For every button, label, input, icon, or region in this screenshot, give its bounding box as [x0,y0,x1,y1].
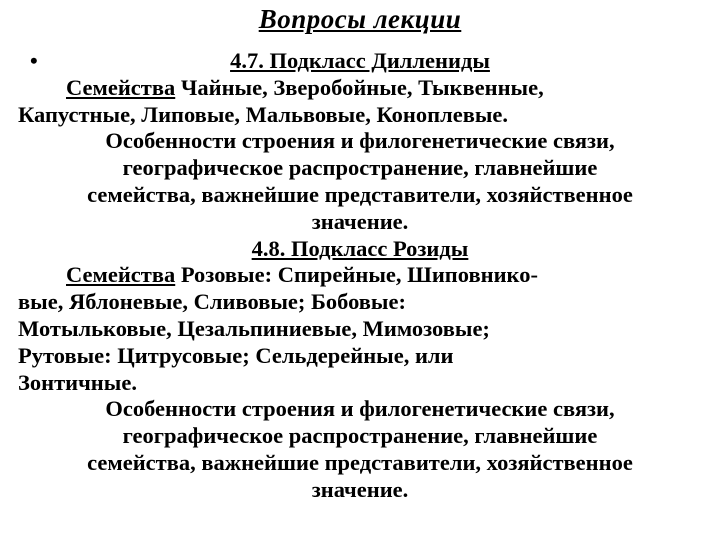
section-2-heading: 4.8. Подкласс Розиды [251,235,469,261]
bullet-marker: • [30,48,38,73]
section-1-families-label: Семейства [66,74,176,100]
section-2-features-3: семейства, важнейшие представители, хозяйственное [87,449,633,475]
section-1-heading: 4.7. Подкласс Диллениды [230,48,490,73]
section-2-families-text-2: вые, Яблоневые, Сливовые; Бобовые: [18,289,406,315]
section-1-families-line [18,75,702,102]
section-1-features-3: семейства, важнейшие представители, хозяйственное [87,181,633,207]
section-1-features-1: Особенности строения и филогенетические связи, [105,128,615,154]
section-1-families-text: Чайные, Зверобойные, Тыквенные, [175,74,544,100]
section-2-families-text-4: Рутовые: Цитрусовые; Сельдерейные, или [18,342,454,368]
section-1-heading-line [18,48,702,75]
section-1-families-text-2: Капустные, Липовые, Мальвовые, Коноплевые. [18,101,509,127]
section-2-heading-line [18,236,702,263]
section-2-features-4: значение. [311,476,409,502]
section-2-features-2: географическое распространение, главнейшие [122,423,598,449]
section-2-families-label: Семейства [66,262,176,288]
section-2-families-text: Розовые: Спирейные, Шиповнико- [175,262,538,288]
section-1-features-2: географическое распространение, главнейшие [122,155,598,181]
slide-title: Вопросы лекции [258,4,462,34]
section-1-features-4: значение. [311,208,409,234]
section-2-features-1: Особенности строения и филогенетические связи, [105,396,615,422]
slide-body [18,48,702,504]
section-2-families-line [18,262,702,289]
section-2-families-text-3: Мотыльковые, Цезальпиниевые, Мимозовые; [18,315,490,341]
section-2-families-text-5: Зонтичные. [18,369,137,395]
